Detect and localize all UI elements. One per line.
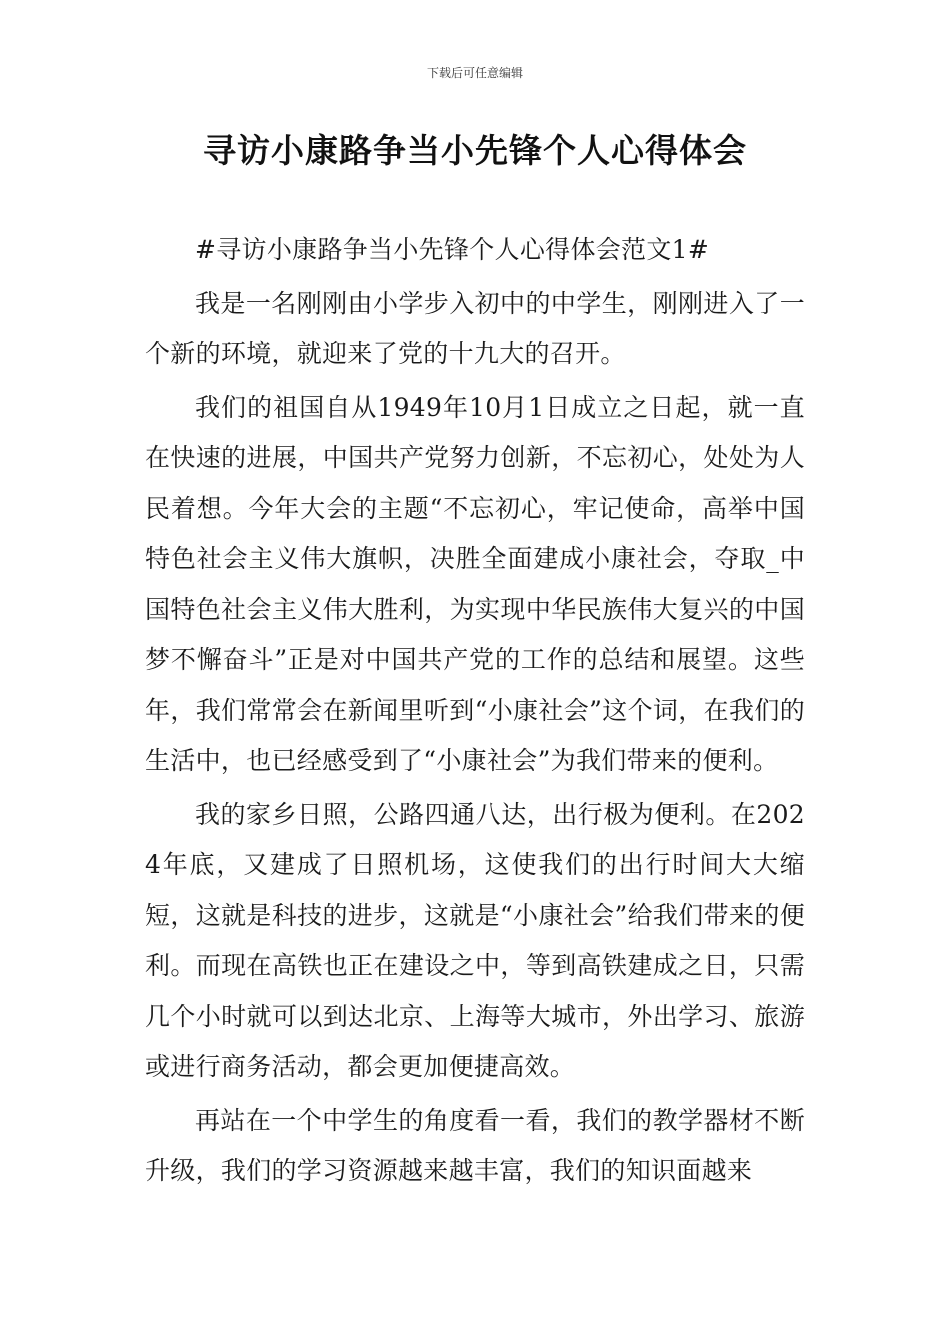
- paragraph: 再站在一个中学生的角度看一看，我们的教学器材不断升级，我们的学习资源越来越丰富，我们的知识面越来: [145, 1105, 805, 1185]
- paragraph: 我们的祖国自从1949年10月1日成立之日起，就一直在快速的进展，中国共产党努力创新，不忘初心，处处为人民着想。今年大会的主题“不忘初心，牢记使命，高举中国特色社会主义伟大旗帜，决胜全面建成小康社会，夺取_中国特色社会主义伟大胜利，为实现中华民族伟大复兴的中国梦不懈奋斗”正是对中国共产党的工作的总结和展望。这些年，我们常常会在新闻里听到“小康社会”这个词，在我们的生活中，也已经感受到了“小康社会”为我们带来的便利。: [145, 392, 805, 775]
- paragraph: 我是一名刚刚由小学步入初中的中学生，刚刚进入了一个新的环境，就迎来了党的十九大的召开。: [145, 288, 805, 368]
- section-heading: #寻访小康路争当小先锋个人心得体会范文1#: [195, 235, 710, 264]
- document-title: 寻访小康路争当小先锋个人心得体会: [203, 131, 747, 170]
- paragraph: 我的家乡日照，公路四通八达，出行极为便利。在2024年底，又建成了日照机场，这使我们的出行时间大大缩短，这就是科技的进步，这就是“小康社会”给我们带来的便利。而现在高铁也正在建设之中，等到高铁建成之日，只需几个小时就可以到达北京、上海等大城市，外出学习、旅游或进行商务活动，都会更加便捷高效。: [145, 799, 805, 1081]
- header-note: 下载后可任意编辑: [426, 66, 523, 80]
- document-body: [145, 225, 805, 1200]
